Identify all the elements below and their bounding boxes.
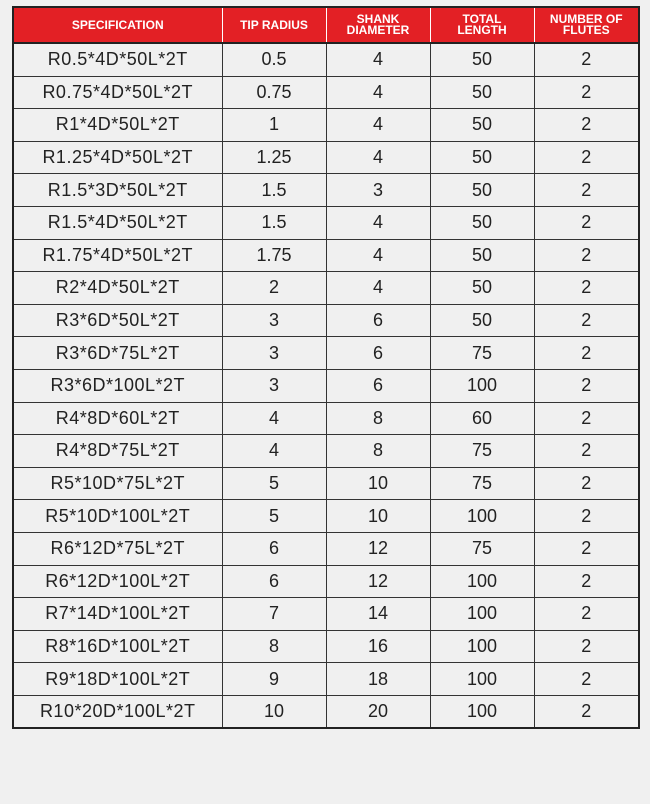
cell-number-of-flutes: 2 [534,43,639,76]
table-row [13,76,639,109]
cell-number-of-flutes: 2 [534,337,639,370]
cell-tip-radius: 6 [222,532,326,565]
table-row [13,141,639,174]
cell-specification: R9*18D*100L*2T [13,663,222,696]
cell-shank-diameter: 12 [326,532,430,565]
table-row [13,500,639,533]
cell-total-length: 100 [430,565,534,598]
cell-shank-diameter: 3 [326,174,430,207]
cell-tip-radius: 5 [222,467,326,500]
cell-specification: R6*12D*75L*2T [13,532,222,565]
cell-total-length: 50 [430,109,534,142]
header-row [13,7,639,43]
table-row [13,598,639,631]
cell-tip-radius: 0.5 [222,43,326,76]
cell-total-length: 75 [430,337,534,370]
table-row [13,337,639,370]
cell-specification: R1.75*4D*50L*2T [13,239,222,272]
cell-total-length: 75 [430,467,534,500]
table-row [13,109,639,142]
cell-tip-radius: 0.75 [222,76,326,109]
header-text-line: NUMBER OF [549,12,623,26]
header-text-line: TIP RADIUS [240,17,308,32]
cell-tip-radius: 10 [222,695,326,728]
cell-tip-radius: 1 [222,109,326,142]
cell-specification: R0.75*4D*50L*2T [13,76,222,109]
cell-number-of-flutes: 2 [534,630,639,663]
specification-table [12,6,640,729]
cell-total-length: 50 [430,76,534,109]
cell-shank-diameter: 10 [326,467,430,500]
table-row [13,174,639,207]
cell-specification: R5*10D*75L*2T [13,467,222,500]
cell-total-length: 75 [430,532,534,565]
cell-shank-diameter: 16 [326,630,430,663]
table-row [13,467,639,500]
header-text-line: LENGTH [457,23,507,37]
cell-shank-diameter: 12 [326,565,430,598]
table-body [13,43,639,728]
cell-shank-diameter: 8 [326,402,430,435]
header-total-length [430,7,534,43]
cell-shank-diameter: 14 [326,598,430,631]
cell-specification: R4*8D*60L*2T [13,402,222,435]
table-row [13,402,639,435]
table-row [13,272,639,305]
cell-number-of-flutes: 2 [534,565,639,598]
header-text-line: DIAMETER [346,23,410,37]
cell-total-length: 50 [430,272,534,305]
cell-specification: R5*10D*100L*2T [13,500,222,533]
table-row [13,565,639,598]
cell-specification: R0.5*4D*50L*2T [13,43,222,76]
cell-tip-radius: 1.25 [222,141,326,174]
cell-shank-diameter: 4 [326,272,430,305]
cell-shank-diameter: 6 [326,337,430,370]
header-text-line: FLUTES [562,23,610,37]
cell-number-of-flutes: 2 [534,206,639,239]
cell-tip-radius: 2 [222,272,326,305]
header-number-of-flutes [534,7,639,43]
cell-shank-diameter: 4 [326,141,430,174]
cell-shank-diameter: 6 [326,304,430,337]
cell-total-length: 60 [430,402,534,435]
table-row [13,304,639,337]
cell-shank-diameter: 20 [326,695,430,728]
cell-number-of-flutes: 2 [534,663,639,696]
header-shank-diameter [326,7,430,43]
cell-tip-radius: 9 [222,663,326,696]
cell-specification: R1*4D*50L*2T [13,109,222,142]
table-row [13,239,639,272]
table-row [13,630,639,663]
cell-specification: R6*12D*100L*2T [13,565,222,598]
cell-specification: R1.25*4D*50L*2T [13,141,222,174]
cell-number-of-flutes: 2 [534,304,639,337]
cell-specification: R3*6D*75L*2T [13,337,222,370]
cell-specification: R10*20D*100L*2T [13,695,222,728]
cell-tip-radius: 1.5 [222,206,326,239]
cell-specification: R4*8D*75L*2T [13,435,222,468]
cell-specification: R8*16D*100L*2T [13,630,222,663]
header-text-line: TOTAL [462,12,502,26]
cell-number-of-flutes: 2 [534,109,639,142]
cell-tip-radius: 4 [222,402,326,435]
cell-number-of-flutes: 2 [534,467,639,500]
cell-specification: R1.5*4D*50L*2T [13,206,222,239]
header-specification [13,7,222,43]
cell-total-length: 100 [430,663,534,696]
table-row [13,663,639,696]
cell-number-of-flutes: 2 [534,532,639,565]
cell-tip-radius: 1.5 [222,174,326,207]
cell-number-of-flutes: 2 [534,76,639,109]
cell-shank-diameter: 4 [326,43,430,76]
cell-total-length: 50 [430,206,534,239]
cell-tip-radius: 6 [222,565,326,598]
cell-shank-diameter: 8 [326,435,430,468]
table-row [13,695,639,728]
cell-tip-radius: 3 [222,304,326,337]
cell-total-length: 50 [430,239,534,272]
cell-shank-diameter: 10 [326,500,430,533]
cell-total-length: 75 [430,435,534,468]
cell-total-length: 50 [430,304,534,337]
cell-total-length: 50 [430,174,534,207]
cell-total-length: 100 [430,369,534,402]
cell-total-length: 100 [430,500,534,533]
cell-shank-diameter: 4 [326,76,430,109]
table-row [13,43,639,76]
cell-total-length: 50 [430,141,534,174]
cell-tip-radius: 5 [222,500,326,533]
cell-specification: R3*6D*100L*2T [13,369,222,402]
header-text-line: SPECIFICATION [71,17,164,32]
cell-number-of-flutes: 2 [534,598,639,631]
cell-shank-diameter: 6 [326,369,430,402]
table-row [13,532,639,565]
cell-total-length: 50 [430,43,534,76]
cell-number-of-flutes: 2 [534,402,639,435]
cell-number-of-flutes: 2 [534,239,639,272]
cell-number-of-flutes: 2 [534,174,639,207]
cell-total-length: 100 [430,598,534,631]
cell-tip-radius: 3 [222,369,326,402]
cell-tip-radius: 3 [222,337,326,370]
cell-number-of-flutes: 2 [534,272,639,305]
cell-specification: R2*4D*50L*2T [13,272,222,305]
table-row [13,206,639,239]
cell-tip-radius: 4 [222,435,326,468]
header-text-line: SHANK [356,12,400,26]
cell-number-of-flutes: 2 [534,141,639,174]
cell-shank-diameter: 18 [326,663,430,696]
cell-specification: R3*6D*50L*2T [13,304,222,337]
cell-specification: R1.5*3D*50L*2T [13,174,222,207]
table-row [13,369,639,402]
cell-number-of-flutes: 2 [534,435,639,468]
cell-specification: R7*14D*100L*2T [13,598,222,631]
table-row [13,435,639,468]
cell-shank-diameter: 4 [326,109,430,142]
table-header [13,7,639,43]
cell-number-of-flutes: 2 [534,369,639,402]
cell-tip-radius: 1.75 [222,239,326,272]
cell-number-of-flutes: 2 [534,500,639,533]
header-tip-radius [222,7,326,43]
cell-number-of-flutes: 2 [534,695,639,728]
cell-total-length: 100 [430,630,534,663]
cell-shank-diameter: 4 [326,206,430,239]
cell-shank-diameter: 4 [326,239,430,272]
cell-tip-radius: 8 [222,630,326,663]
cell-total-length: 100 [430,695,534,728]
cell-tip-radius: 7 [222,598,326,631]
